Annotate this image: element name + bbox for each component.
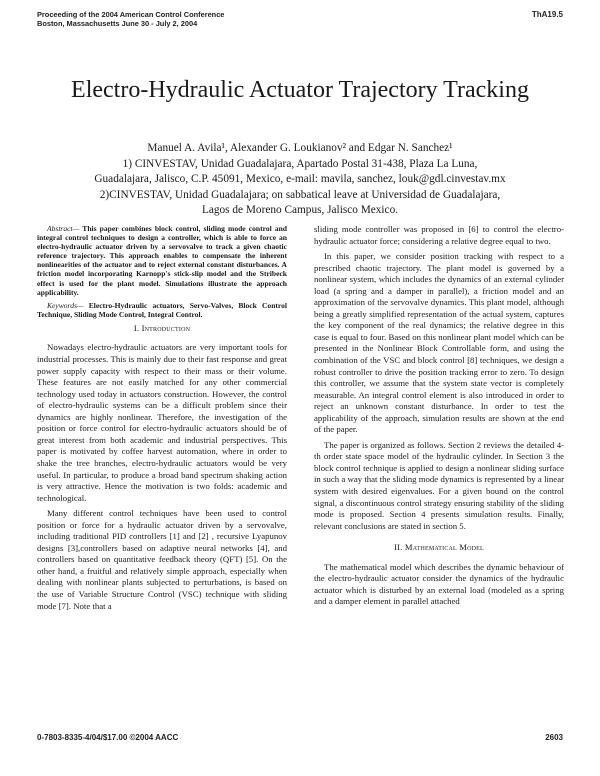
footer-isbn: 0-7803-8335-4/04/$17.00 ©2004 AACC <box>37 733 179 742</box>
paper-title-text: Electro-Hydraulic Actuator Trajectory Tracking <box>71 77 529 103</box>
paragraph: The paper is organized as follows. Section 2 reviews the detailed 4-th order state space model of the hydraulic cylinder. In Section 3 the block control technique is applied to design a nonlinear sliding surface in such a way that the sliding mode dynamics is represented by a linear system with desired eigenvalues. For a given bound on the control signal, a discontinuous control strategy ensuring stability of the sliding mode is proposed. Section 4 presents simulation results. Finally, relevant conclusions are stated in section 5. <box>314 439 564 531</box>
abstract-lead: Abstract— <box>47 224 80 233</box>
affiliation-1b: Guadalajara, Jalisco, C.P. 45091, Mexico, e-mail: mavila, sanchez, louk@gdl.cinvestav.mx <box>94 173 506 186</box>
author-names: Manuel A. Avila¹, Alexander G. Loukianov² and Edgar N. Sanchez¹ <box>147 142 453 154</box>
paragraph: Many different control techniques have been used to control position or force for a hydraulic actuator driven by a servovalve, including traditional PID controllers [1] and [2] , recursive Lyapunov designs [3],controllers based on adaptive neural networks [4], and controllers based on quantitative feedback theory (QFT) [5]. On the other hand, a fruitful and relatively simple approach, especially when dealing with nonlinear plants subjected to perturbations, is based on the use of Variable Structure Control (VSC) technique with sliding mode [7]. Note that a <box>37 508 287 611</box>
paragraph-continued: sliding mode controller was proposed in [6] to control the electro-hydraulic actuator force; considering a relative degree equal to two. <box>314 224 564 246</box>
section-heading-model: II. Mathematical Model <box>394 542 484 553</box>
keywords-lead: Keywords— <box>47 300 84 310</box>
paper-title <box>0 77 600 104</box>
abstract <box>37 224 287 297</box>
keywords-text: Electro-Hydraulic actuators, Servo-Valves, Block Control Technique, Sliding Mode Control, Integral Control. <box>37 300 287 319</box>
paragraph: In this paper, we consider position tracking with respect to a prescribed chaotic trajectory. The plant model is governed by a nonlinear system, which includes the dynamics of an external cylinder load (a spring and a damper in parallel), a friction model and an approximation of the servovalve dynamics. This plant model, although being a greatly simplified representation of the actual system, captures the key component of the real dynamics; the relative degree in this case is equal to four. Based on this nonlinear plant model which can be presented in the Nonlinear Block Controllable form, and using the combination of the VSC and block control [8] techniques, we design a robust controller to drive the position tracking error to zero. To design this controller, we assume that the system state vector is completely measurable. An integral control element is also introduced in order to reject an unknown constant disturbance. In order to test the applicability of the approach, simulation results are shown at the end of the paper. <box>314 251 564 435</box>
left-column <box>37 224 287 616</box>
affiliation-1a: 1) CINVESTAV, Unidad Guadalajara, Apartado Postal 31-438, Plaza La Luna, <box>122 157 478 170</box>
abstract-text: This paper combines block control, sliding mode control and integral control techniques to design a controller, which is able to force an electro-hydraulic actuator driven by a servovalve to track a given chaotic reference trajectory. This approach enables to compensate the inherent nonlinearities of the actuator and to reject external constant disturbances. A friction model incorporating Karnopp's stick-slip model and the Stribeck effect is used for the plant model. Simulations illustrate the approach applicability. <box>37 224 287 297</box>
page-number: 2603 <box>545 733 563 742</box>
paragraph: Nowadays electro-hydraulic actuators are very important tools for industrial processes. This is mainly due to their fast response and great power supply capacity with respect to their mass or their volume. These features are not easily matched for any other commercial technology used today in actuators construction. However, the control of electro-hydraulic systems can be a difficult problem since their dynamics are highly nonlinear. Therefore, the investigation of the position or force control for electro-hydraulic actuators should be of great interest from both academic and industrial perspectives. This paper is motivated by coffee harvest automation, where in order to shake the tree branches, electro-hydraulic actuators would be very useful. In particular, to produce a broad band spectrum shaking action is very attractive. Hence the motivation is two folds: academic and technological. <box>37 342 287 503</box>
right-column <box>314 224 564 612</box>
affiliation-2b: Lagos de Moreno Campus, Jalisco Mexico. <box>201 204 399 217</box>
section-heading-introduction: I. Introduction <box>133 322 191 333</box>
location-line: Boston, Massachusetts June 30 - July 2, 2004 <box>37 18 198 28</box>
page-footer <box>37 733 563 742</box>
affiliation-2a: 2)CINVESTAV, Unidad Guadalajara; on sabbatical leave at Universidad de Guadalajara, <box>99 188 501 201</box>
keywords <box>37 301 287 319</box>
page-header <box>37 11 563 28</box>
session-code: ThA19.5 <box>531 10 563 19</box>
author-block <box>0 141 600 219</box>
proceedings-line: Proceeding of the 2004 American Control Conference <box>37 10 225 19</box>
paragraph: The mathematical model which describes the dynamic behaviour of the electro-hydraulic actuator consider the dynamics of the hydraulic actuator which is disturbed by an external load (modeled as a spring and a damper element in parallel attached <box>314 561 564 607</box>
